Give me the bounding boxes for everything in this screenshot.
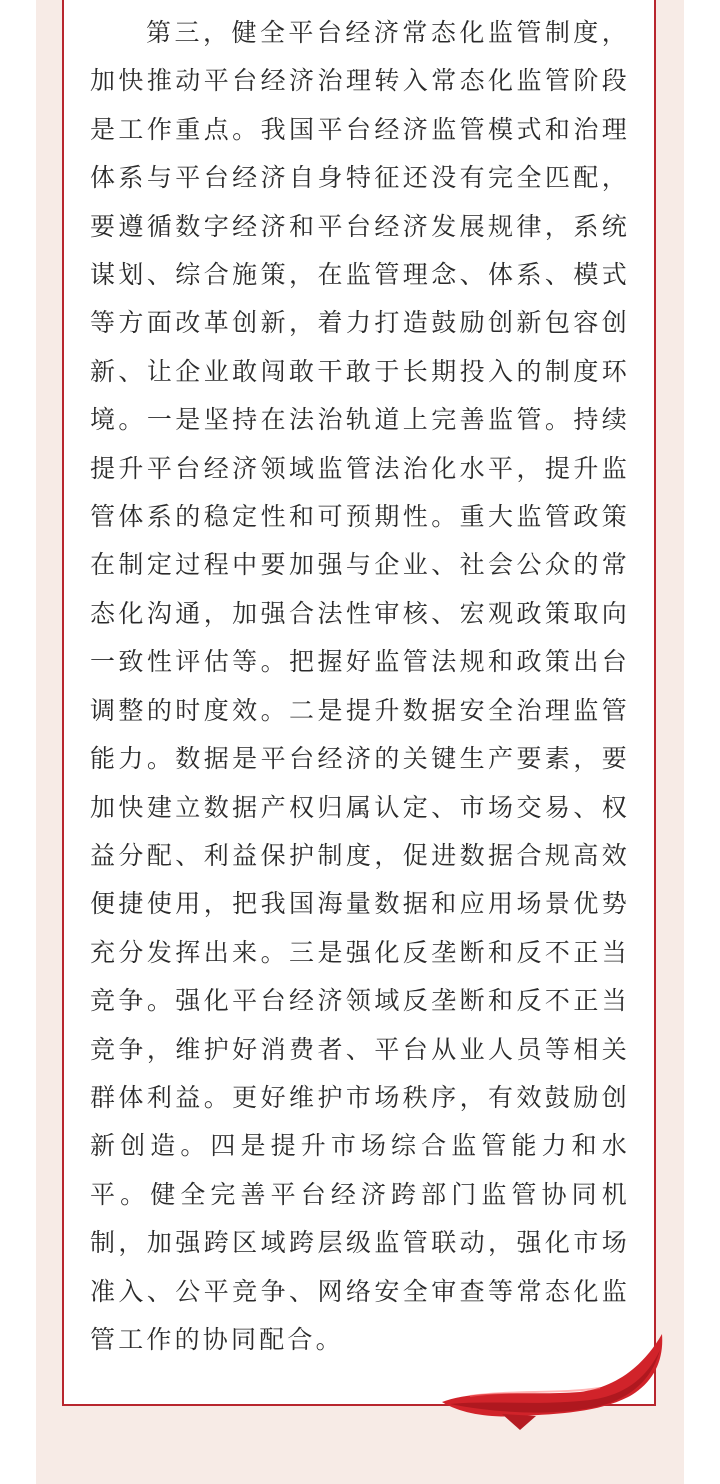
- article-paragraph: 第三，健全平台经济常态化监管制度，加快推动平台经济治理转入常态化监管阶段是工作重点。我国平台经济监管模式和治理体系与平台经济自身特征还没有完全匹配，要遵循数字经济和平台经济发展规律，系统谋划、综合施策，在监管理念、体系、模式等方面改革创新，着力打造鼓励创新包容创新、让企业敢闯敢干敢于长期投入的制度环境。一是坚持在法治轨道上完善监管。持续提升平台经济领域监管法治化水平，提升监管体系的稳定性和可预期性。重大监管政策在制定过程中要加强与企业、社会公众的常态化沟通，加强合法性审核、宏观政策取向一致性评估等。把握好监管法规和政策出台调整的时度效。二是提升数据安全治理监管能力。数据是平台经济的关键生产要素，要加快建立数据产权归属认定、市场交易、权益分配、利益保护制度，促进数据合规高效便捷使用，把我国海量数据和应用场景优势充分发挥出来。三是强化反垄断和反不正当竞争。强化平台经济领域反垄断和反不正当竞争，维护好消费者、平台从业人员等相关群体利益。更好维护市场秩序，有效鼓励创新创造。四是提升市场综合监管能力和水平。健全完善平台经济跨部门监管协同机制，加强跨区域跨层级监管联动，强化市场准入、公平竞争、网络安全审查等常态化监管工作的协同配合。: [90, 18, 630, 1354]
- red-ribbon-decoration: [440, 1330, 670, 1440]
